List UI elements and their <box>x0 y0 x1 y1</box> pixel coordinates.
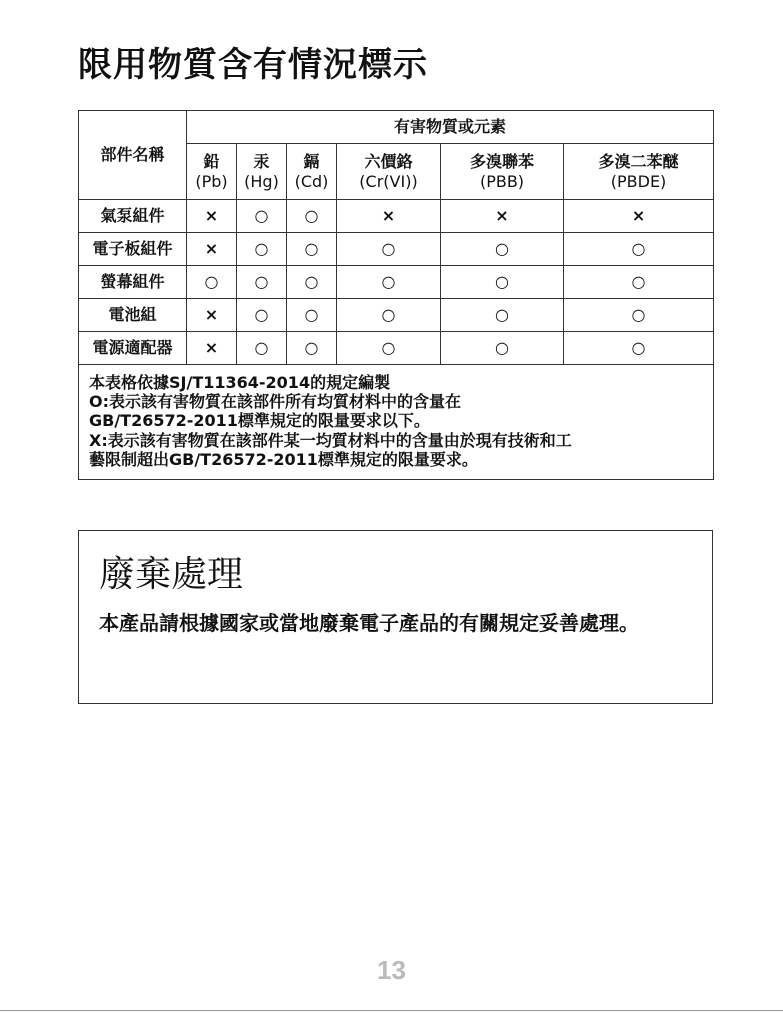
substance-symbol: (Pb) <box>195 171 228 191</box>
substance-mark-cell: ○ <box>441 332 564 365</box>
page-title: 限用物質含有情況標示 <box>78 45 428 85</box>
substance-mark-cell: × <box>337 200 441 233</box>
substance-mark-cell: × <box>441 200 564 233</box>
part-name-cell: 電源適配器 <box>79 332 187 365</box>
substance-symbol: (Cr(VI)) <box>359 171 418 191</box>
substance-mark-cell: × <box>187 200 237 233</box>
substance-symbol: (Hg) <box>244 171 279 191</box>
note-line: O:表示該有害物質在該部件所有均質材料中的含量在 <box>89 392 462 412</box>
substance-symbol: (PBDE) <box>610 171 667 191</box>
substance-mark-cell: ○ <box>441 233 564 266</box>
substance-mark-cell: × <box>187 233 237 266</box>
substance-symbol: (PBB) <box>479 171 525 191</box>
substance-mark-cell: ○ <box>237 200 287 233</box>
substance-mark-cell: ○ <box>564 299 714 332</box>
substance-mark-cell: ○ <box>337 233 441 266</box>
hazardous-substances-header: 有害物質或元素 <box>187 111 714 144</box>
note-line: 藝限制超出GB/T26572-2011標準規定的限量要求。 <box>89 449 478 469</box>
substance-mark-cell: ○ <box>337 266 441 299</box>
note-line: GB/T26572-2011標準規定的限量要求以下。 <box>89 411 430 431</box>
substance-mark-cell: ○ <box>237 299 287 332</box>
table-row <box>79 266 714 299</box>
part-name-cell: 電池組 <box>79 299 187 332</box>
disposal-text: 本產品請根據國家或當地廢棄電子產品的有關規定妥善處理。 <box>99 611 639 635</box>
substance-mark-cell: ○ <box>237 233 287 266</box>
substance-mark-cell: ○ <box>187 266 237 299</box>
table-row <box>79 200 714 233</box>
part-name-header: 部件名稱 <box>79 111 187 200</box>
substance-mark-cell: ○ <box>237 332 287 365</box>
substance-mark-cell: ○ <box>287 332 337 365</box>
bottom-divider <box>0 1010 783 1011</box>
table-notes <box>79 365 714 480</box>
substance-name: 六價鉻 <box>364 152 413 172</box>
part-name-cell: 氣泵組件 <box>79 200 187 233</box>
substance-header <box>337 144 441 200</box>
substance-mark-cell: ○ <box>237 266 287 299</box>
substance-name: 鉛 <box>203 152 220 172</box>
substance-mark-cell: ○ <box>564 266 714 299</box>
substance-name: 鎘 <box>303 152 320 172</box>
disposal-section <box>78 530 713 704</box>
substance-mark-cell: × <box>564 200 714 233</box>
restricted-substances-table <box>78 110 714 480</box>
substance-header <box>564 144 714 200</box>
substance-name: 汞 <box>253 152 270 172</box>
substance-name: 多溴聯苯 <box>469 152 534 172</box>
substance-mark-cell: ○ <box>287 233 337 266</box>
substance-mark-cell: ○ <box>337 332 441 365</box>
table-row <box>79 332 714 365</box>
page-number: 13 <box>377 955 406 985</box>
substance-mark-cell: ○ <box>441 266 564 299</box>
substance-symbol: (Cd) <box>294 171 329 191</box>
substance-mark-cell: ○ <box>287 266 337 299</box>
substance-mark-cell: ○ <box>441 299 564 332</box>
substance-header <box>187 144 237 200</box>
substance-mark-cell: × <box>187 299 237 332</box>
part-name-cell: 螢幕組件 <box>79 266 187 299</box>
note-line: 本表格依據SJ/T11364-2014的規定編製 <box>89 373 391 392</box>
table-row <box>79 233 714 266</box>
substance-name: 多溴二苯醚 <box>598 152 679 172</box>
substance-mark-cell: ○ <box>287 299 337 332</box>
substance-mark-cell: ○ <box>287 200 337 233</box>
substance-header <box>237 144 287 200</box>
note-line: X:表示該有害物質在該部件某一均質材料中的含量由於現有技術和工 <box>89 430 572 450</box>
substance-mark-cell: ○ <box>564 233 714 266</box>
substance-header <box>287 144 337 200</box>
part-name-cell: 電子板組件 <box>79 233 187 266</box>
substance-header <box>441 144 564 200</box>
table-row <box>79 299 714 332</box>
substance-mark-cell: ○ <box>337 299 441 332</box>
disposal-title: 廢棄處理 <box>99 554 244 595</box>
substance-mark-cell: × <box>187 332 237 365</box>
substance-mark-cell: ○ <box>564 332 714 365</box>
